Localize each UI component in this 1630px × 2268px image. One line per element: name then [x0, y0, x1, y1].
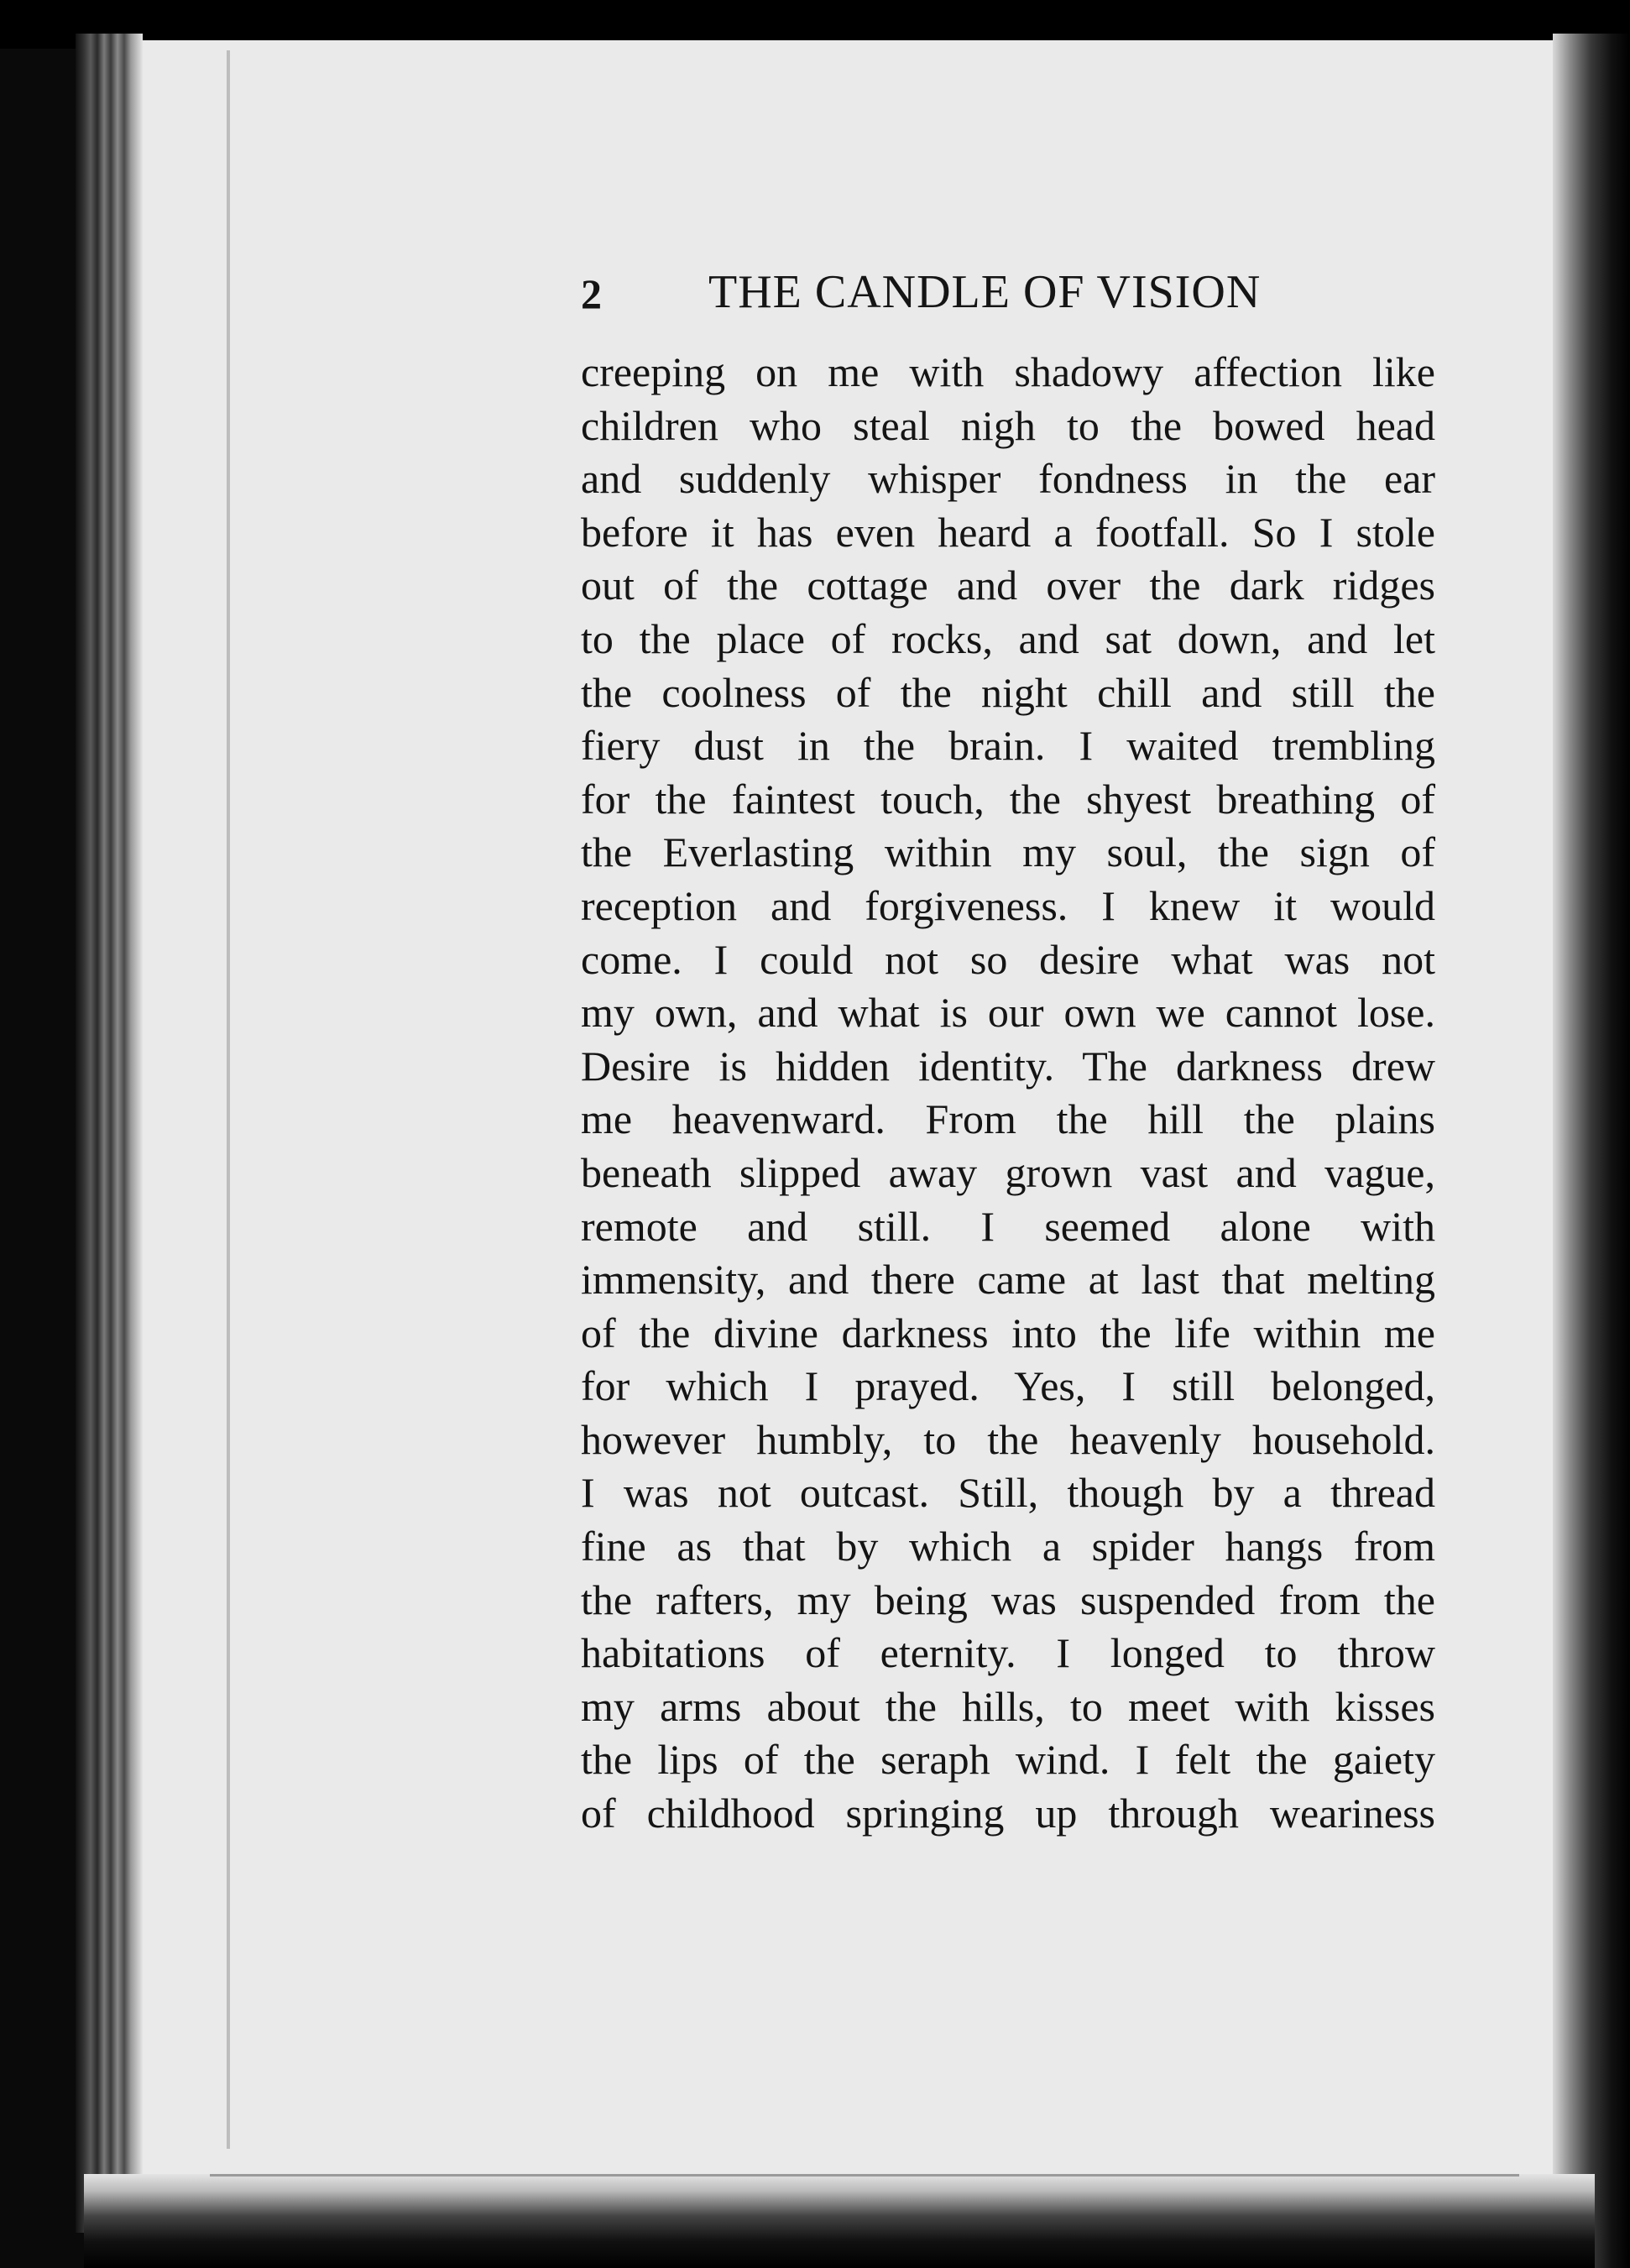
text-line: me heavenward. From the hill the plains: [581, 1095, 1435, 1143]
text-line: fiery dust in the brain. I waited trembling: [581, 722, 1435, 770]
page-number: 2: [581, 270, 602, 317]
text-line: of childhood springing up through weariness: [581, 1790, 1435, 1837]
text-line: beneath slipped away grown vast and vague,: [581, 1148, 1435, 1196]
book-spine-edge: [76, 34, 143, 2233]
text-line: out of the cottage and over the dark ridges: [581, 562, 1435, 609]
text-line: creeping on me with shadowy affection like: [581, 348, 1435, 395]
text-line: immensity, and there came at last that melting: [581, 1256, 1435, 1304]
text-line: before it has even heard a footfall. So I stole: [581, 508, 1435, 556]
text-line: for which I prayed. Yes, I still belonged,: [581, 1362, 1435, 1410]
text-line: the lips of the seraph wind. I felt the gaiety: [581, 1736, 1435, 1784]
bottom-rule: [210, 2174, 1519, 2177]
body-text: [581, 346, 1435, 1841]
text-line: habitations of eternity. I longed to throw: [581, 1629, 1435, 1677]
gutter-line: [227, 50, 230, 2149]
text-line: however humbly, to the heavenly household.: [581, 1415, 1435, 1463]
text-line: for the faintest touch, the shyest breathing of: [581, 775, 1435, 823]
text-line: I was not outcast. Still, though by a thread: [581, 1469, 1435, 1517]
text-line: reception and forgiveness. I knew it would: [581, 881, 1435, 929]
text-line: children who steal nigh to the bowed head: [581, 401, 1435, 449]
text-line: remote and still. I seemed alone with: [581, 1202, 1435, 1250]
text-line: the rafters, my being was suspended from the: [581, 1576, 1435, 1623]
text-line: of the divine darkness into the life within me: [581, 1309, 1435, 1356]
text-line: Desire is hidden identity. The darkness drew: [581, 1042, 1435, 1090]
text-line: fine as that by which a spider hangs from: [581, 1523, 1435, 1570]
text-line: come. I could not so desire what was not: [581, 935, 1435, 983]
text-line: my arms about the hills, to meet with kisses: [581, 1682, 1435, 1730]
text-line: the Everlasting within my soul, the sign of: [581, 828, 1435, 876]
text-line: to the place of rocks, and sat down, and let: [581, 614, 1435, 662]
text-line: and suddenly whisper fondness in the ear: [581, 455, 1435, 503]
text-line: the coolness of the night chill and still the: [581, 668, 1435, 716]
running-title: THE CANDLE OF VISION: [708, 266, 1262, 318]
page-right-edge: [1553, 34, 1630, 2268]
text-line: my own, and what is our own we cannot lose.: [581, 989, 1435, 1037]
page-bottom-edge: [84, 2174, 1595, 2268]
running-head: [581, 259, 1435, 326]
